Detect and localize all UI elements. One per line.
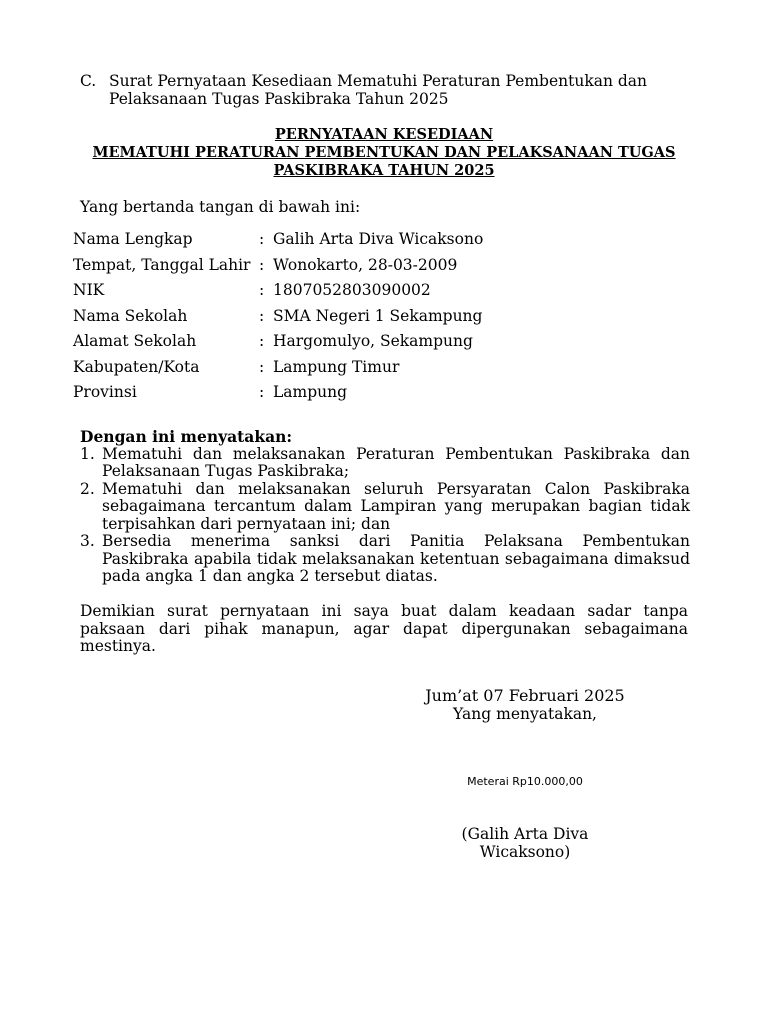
identity-row-name (73, 228, 713, 254)
identity-value: Galih Arta Diva Wicaksono (273, 230, 484, 248)
signer-name-line-2: Wicaksono) (479, 843, 571, 861)
identity-colon: : (259, 230, 265, 248)
section-number: C. (80, 72, 97, 90)
identity-row-regency (73, 356, 713, 382)
identity-label: Alamat Sekolah (73, 332, 197, 350)
list-item (80, 533, 690, 586)
identity-label: Provinsi (73, 383, 137, 401)
list-item-text: Mematuhi dan melaksanakan seluruh Persyaratan Calon Paskibraka sebagaimana tercantum dalam Lampiran yang merupakan bagian tidak terpisahkan dari pernyataan ini; dan (102, 479, 690, 533)
declaration-list (80, 446, 690, 586)
identity-colon: : (259, 357, 265, 376)
list-item-text: Mematuhi dan melaksanakan Peraturan Pembentukan Paskibraka dan Pelaksanaan Tugas Paskibraka; (102, 444, 690, 480)
signer-name (445, 825, 605, 861)
section-title (109, 72, 709, 108)
identity-value: Lampung Timur (273, 357, 400, 376)
identity-label: Nama Sekolah (73, 306, 188, 325)
identity-label: Kabupaten/Kota (73, 357, 200, 376)
identity-label: Tempat, Tanggal Lahir (73, 255, 251, 274)
identity-colon: : (259, 383, 265, 401)
signature-block (405, 686, 645, 723)
stamp-placeholder: Meterai Rp10.000,00 (467, 775, 583, 788)
signer-name-line-1: (Galih Arta Diva (461, 825, 589, 843)
list-item-number: 3. (80, 532, 95, 550)
identity-row-school (73, 305, 713, 331)
signature-date: Jum’at 07 Februari 2025 (425, 686, 625, 705)
identity-value: Wonokarto, 28-03-2009 (273, 255, 458, 274)
section-title-line-2: Pelaksanaan Tugas Paskibraka Tahun 2025 (109, 90, 449, 108)
identity-value: Lampung (273, 383, 348, 401)
section-title-line-1: Surat Pernyataan Kesediaan Mematuhi Peraturan Pembentukan dan (109, 72, 648, 90)
identity-colon: : (259, 332, 265, 350)
identity-label: NIK (73, 281, 105, 299)
document-title-line-3: PASKIBRAKA TAHUN 2025 (273, 162, 495, 179)
identity-row-school-address (73, 330, 713, 356)
identity-row-nik (73, 279, 713, 305)
identity-label: Nama Lengkap (73, 230, 193, 248)
intro-text: Yang bertanda tangan di bawah ini: (80, 198, 361, 216)
identity-value: Hargomulyo, Sekampung (273, 332, 473, 350)
declaration-block (80, 428, 690, 586)
closing-paragraph: Demikian surat pernyataan ini saya buat dalam keadaan sadar tanpa paksaan dari pihak manapun, agar dapat dipergunakan sebagaimana mestinya. (80, 602, 688, 655)
list-item (80, 446, 690, 481)
signature-role: Yang menyatakan, (453, 705, 597, 723)
identity-colon: : (259, 281, 265, 299)
document-title-line-2: MEMATUHI PERATURAN PEMBENTUKAN DAN PELAKSANAAN TUGAS (92, 144, 676, 161)
identity-colon: : (259, 255, 265, 274)
list-item-number: 2. (80, 479, 95, 498)
list-item (80, 481, 690, 534)
identity-row-birth (73, 254, 713, 280)
identity-colon: : (259, 306, 265, 325)
document-title-line-1: PERNYATAAN KESEDIAAN (274, 126, 494, 143)
identity-value: 1807052803090002 (273, 281, 431, 299)
declaration-heading: Dengan ini menyatakan: (80, 427, 293, 446)
identity-table (73, 228, 713, 407)
identity-value: SMA Negeri 1 Sekampung (273, 306, 483, 325)
list-item-number: 1. (80, 444, 95, 463)
identity-row-province (73, 381, 713, 407)
list-item-text: Bersedia menerima sanksi dari Panitia Pelaksana Pembentukan Paskibraka apabila tidak melaksanakan ketentuan sebagaimana dimaksud pada angka 1 dan angka 2 tersebut diatas. (102, 532, 690, 585)
